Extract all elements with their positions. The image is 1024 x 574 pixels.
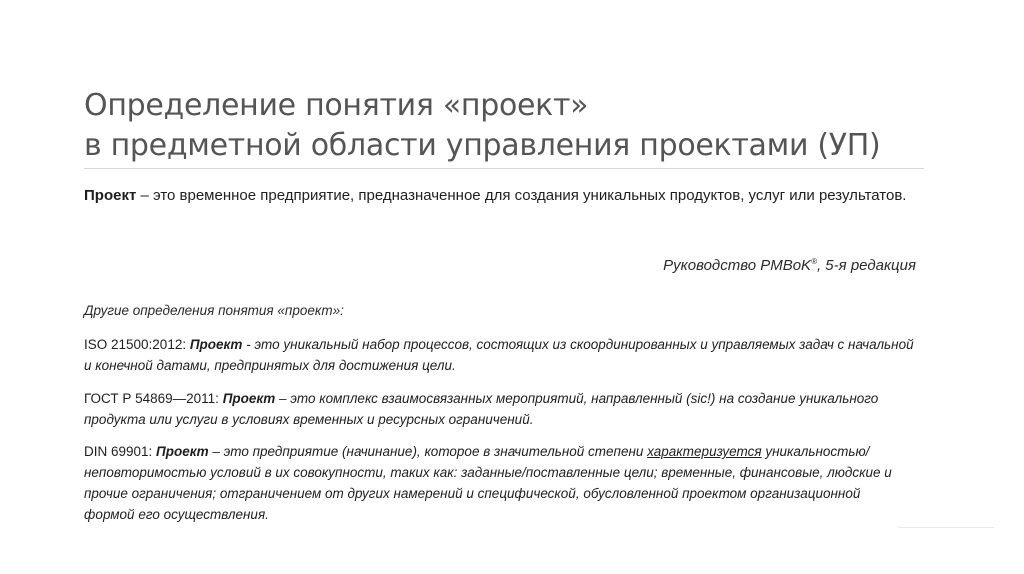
other-definitions-heading: Другие определения понятия «проект»: <box>84 303 344 318</box>
slide-title-line-2: в предметной области управления проектами (УП) <box>84 128 881 163</box>
definition-gost-text: – это комплекс взаимосвязанных мероприятий, направленный (sic!) на создание уникального продукта или услуги в условиях временных и ресурсных ограничений. <box>84 391 879 427</box>
definition-gost-label: ГОСТ Р 54869—2011: <box>84 391 223 406</box>
main-definition <box>84 180 924 212</box>
slide-title-line-1: Определение понятия «проект» <box>84 88 589 123</box>
definition-gost-term: Проект <box>222 391 276 406</box>
definition-din-term: Проект <box>156 444 209 459</box>
definition-din-text-before: – это предприятие (начинание), которое в значительной степени <box>208 444 648 459</box>
footer-divider <box>898 527 994 528</box>
slide-title <box>84 86 944 166</box>
source-title: Руководство PMBoK <box>663 257 812 274</box>
source-edition: , 5-я редакция <box>816 257 916 274</box>
definition-din-underlined: характеризуется <box>647 444 762 459</box>
definition-iso-label: ISO 21500:2012: <box>84 337 190 352</box>
definition-text: – это временное предприятие, предназначенное для создания уникальных продуктов, услуг или результатов. <box>136 187 907 204</box>
definition-gost <box>84 388 914 430</box>
registered-mark: ® <box>811 257 817 266</box>
definition-din-text-after: уникальностью/неповторимостью условий в их совокупности, таких как: заданные/поставленные цели; временные, финансовые, людские и прочие ограничения; отграничением от других намерений и специфической, обусловленной проектом организационной формой его осуществления. <box>84 444 892 522</box>
definition-source <box>663 257 916 274</box>
definition-din-label: DIN 69901: <box>84 444 157 459</box>
definition-iso-text: - это уникальный набор процессов, состоящих из скоординированных и управляемых задач с начальной и конечной датами, предпринятых для достижения цели. <box>84 337 914 373</box>
definition-term: Проект <box>84 187 137 204</box>
title-divider <box>84 168 924 169</box>
definition-iso-term: Проект <box>189 337 243 352</box>
definition-din <box>84 441 914 525</box>
definition-iso <box>84 334 914 376</box>
